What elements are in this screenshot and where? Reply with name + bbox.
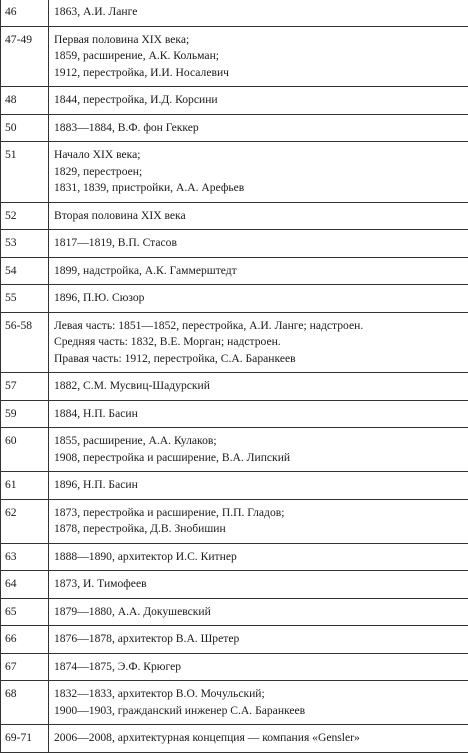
building-history-cell	[49, 499, 468, 543]
history-line: Первая половина XIX века;	[54, 32, 190, 46]
history-line: 1829, перестроен;	[54, 164, 143, 178]
building-history-cell	[49, 472, 468, 500]
table-row	[1, 428, 468, 472]
table-row	[1, 202, 468, 230]
building-history-cell	[49, 26, 468, 87]
building-history-cell	[49, 114, 468, 142]
table-body	[1, 0, 468, 752]
table-row	[1, 543, 468, 571]
history-line: 1844, перестройка, И.Д. Корсини	[54, 93, 218, 106]
table-row	[1, 725, 468, 753]
history-line: Вторая половина XIX века	[54, 208, 186, 222]
building-history-cell	[49, 285, 468, 313]
building-history-cell	[49, 312, 468, 373]
building-number-cell: 63	[1, 543, 49, 571]
history-line: 1873, И. Тимофеев	[54, 577, 147, 590]
building-history-cell	[49, 571, 468, 599]
building-number-cell: 62	[1, 499, 49, 543]
building-number-cell: 66	[1, 626, 49, 654]
history-line: 1882, С.М. Мусвиц-Шадурский	[54, 379, 210, 392]
building-history-cell	[49, 202, 468, 230]
building-history-cell	[49, 626, 468, 654]
building-number-cell: 51	[1, 142, 49, 203]
table-row	[1, 285, 468, 313]
building-history-cell	[49, 230, 468, 258]
building-number-cell: 47-49	[1, 26, 49, 87]
table-row	[1, 571, 468, 599]
history-line: 1896, Н.П. Басин	[54, 478, 138, 491]
history-line: 1884, Н.П. Басин	[54, 406, 138, 420]
building-number-cell: 56-58	[1, 312, 49, 373]
history-line: 1896, П.Ю. Сюзор	[54, 291, 145, 304]
history-line: 1908, перестройка и расширение, В.А. Липский	[54, 450, 291, 464]
table-row	[1, 26, 468, 87]
building-number-cell: 54	[1, 257, 49, 285]
building-history-cell	[49, 400, 468, 428]
building-history-cell	[49, 0, 468, 26]
table-row	[1, 142, 468, 203]
building-history-cell	[49, 598, 468, 626]
table-row	[1, 87, 468, 115]
history-line: 1831, 1839, пристройки, А.А. Арефьев	[54, 181, 245, 194]
history-line: Левая часть: 1851—1852, перестройка, А.И. Ланге; надстроен.	[54, 318, 364, 332]
building-number-cell: 61	[1, 472, 49, 500]
building-history-cell	[49, 653, 468, 681]
building-number-cell: 52	[1, 202, 49, 230]
history-line: 1899, надстройка, А.К. Гаммерштедт	[54, 263, 237, 277]
table-row	[1, 598, 468, 626]
history-line: 1879—1880, А.А. Докушевский	[54, 604, 211, 618]
history-line: 1888—1890, архитектор И.С. Китнер	[54, 549, 237, 563]
building-history-cell	[49, 257, 468, 285]
building-history-cell	[49, 87, 468, 115]
building-history-cell	[49, 428, 468, 472]
table-row	[1, 499, 468, 543]
table-row	[1, 230, 468, 258]
building-history-cell	[49, 681, 468, 725]
building-number-cell: 69-71	[1, 725, 49, 753]
table-row	[1, 114, 468, 142]
building-number-cell: 50	[1, 114, 49, 142]
history-line: Начало XIX века;	[54, 148, 141, 161]
building-number-cell: 59	[1, 400, 49, 428]
table-row	[1, 257, 468, 285]
history-line: 1855, расширение, А.А. Кулаков;	[54, 434, 217, 447]
building-number-cell: 60	[1, 428, 49, 472]
history-line: 1863, А.И. Ланге	[54, 5, 138, 18]
history-line: 1859, расширение, А.К. Кольман;	[54, 49, 220, 62]
building-number-cell: 53	[1, 230, 49, 258]
history-line: 1912, перестройка, И.И. Носалевич	[54, 65, 229, 79]
building-history-cell	[49, 142, 468, 203]
table-row	[1, 312, 468, 373]
history-line: 1900—1903, гражданский инженер С.А. Баранкеев	[54, 703, 306, 717]
history-line: Правая часть: 1912, перестройка, С.А. Баранкеев	[54, 351, 296, 365]
history-line: 1817—1819, В.П. Стасов	[54, 236, 177, 249]
building-number-cell: 64	[1, 571, 49, 599]
history-line: 1878, перестройка, Д.В. Знобишин	[54, 522, 226, 535]
building-number-cell: 67	[1, 653, 49, 681]
building-number-cell: 68	[1, 681, 49, 725]
table-row	[1, 681, 468, 725]
history-line: 1873, перестройка и расширение, П.П. Гладов;	[54, 505, 285, 519]
history-line: 1832—1833, архитектор В.О. Мочульский;	[54, 687, 265, 700]
table-row	[1, 0, 468, 26]
building-number-cell: 46	[1, 0, 49, 26]
building-number-cell: 48	[1, 87, 49, 115]
table-row	[1, 400, 468, 428]
history-line: 1876—1878, архитектор В.А. Шретер	[54, 632, 240, 645]
building-history-cell	[49, 373, 468, 401]
history-line: Средняя часть: 1832, В.Е. Морган; надстроен.	[54, 335, 281, 348]
building-history-cell	[49, 725, 468, 753]
history-line: 1874—1875, Э.Ф. Крюгер	[54, 659, 182, 673]
building-number-cell: 57	[1, 373, 49, 401]
table-row	[1, 653, 468, 681]
history-line: 1883—1884, В.Ф. фон Геккер	[54, 120, 199, 134]
building-number-cell: 65	[1, 598, 49, 626]
table-row	[1, 373, 468, 401]
building-history-cell	[49, 543, 468, 571]
table-row	[1, 472, 468, 500]
building-number-cell: 55	[1, 285, 49, 313]
table-row	[1, 626, 468, 654]
history-line: 2006—2008, архитектурная концепция — компания «Gensler»	[54, 731, 360, 744]
